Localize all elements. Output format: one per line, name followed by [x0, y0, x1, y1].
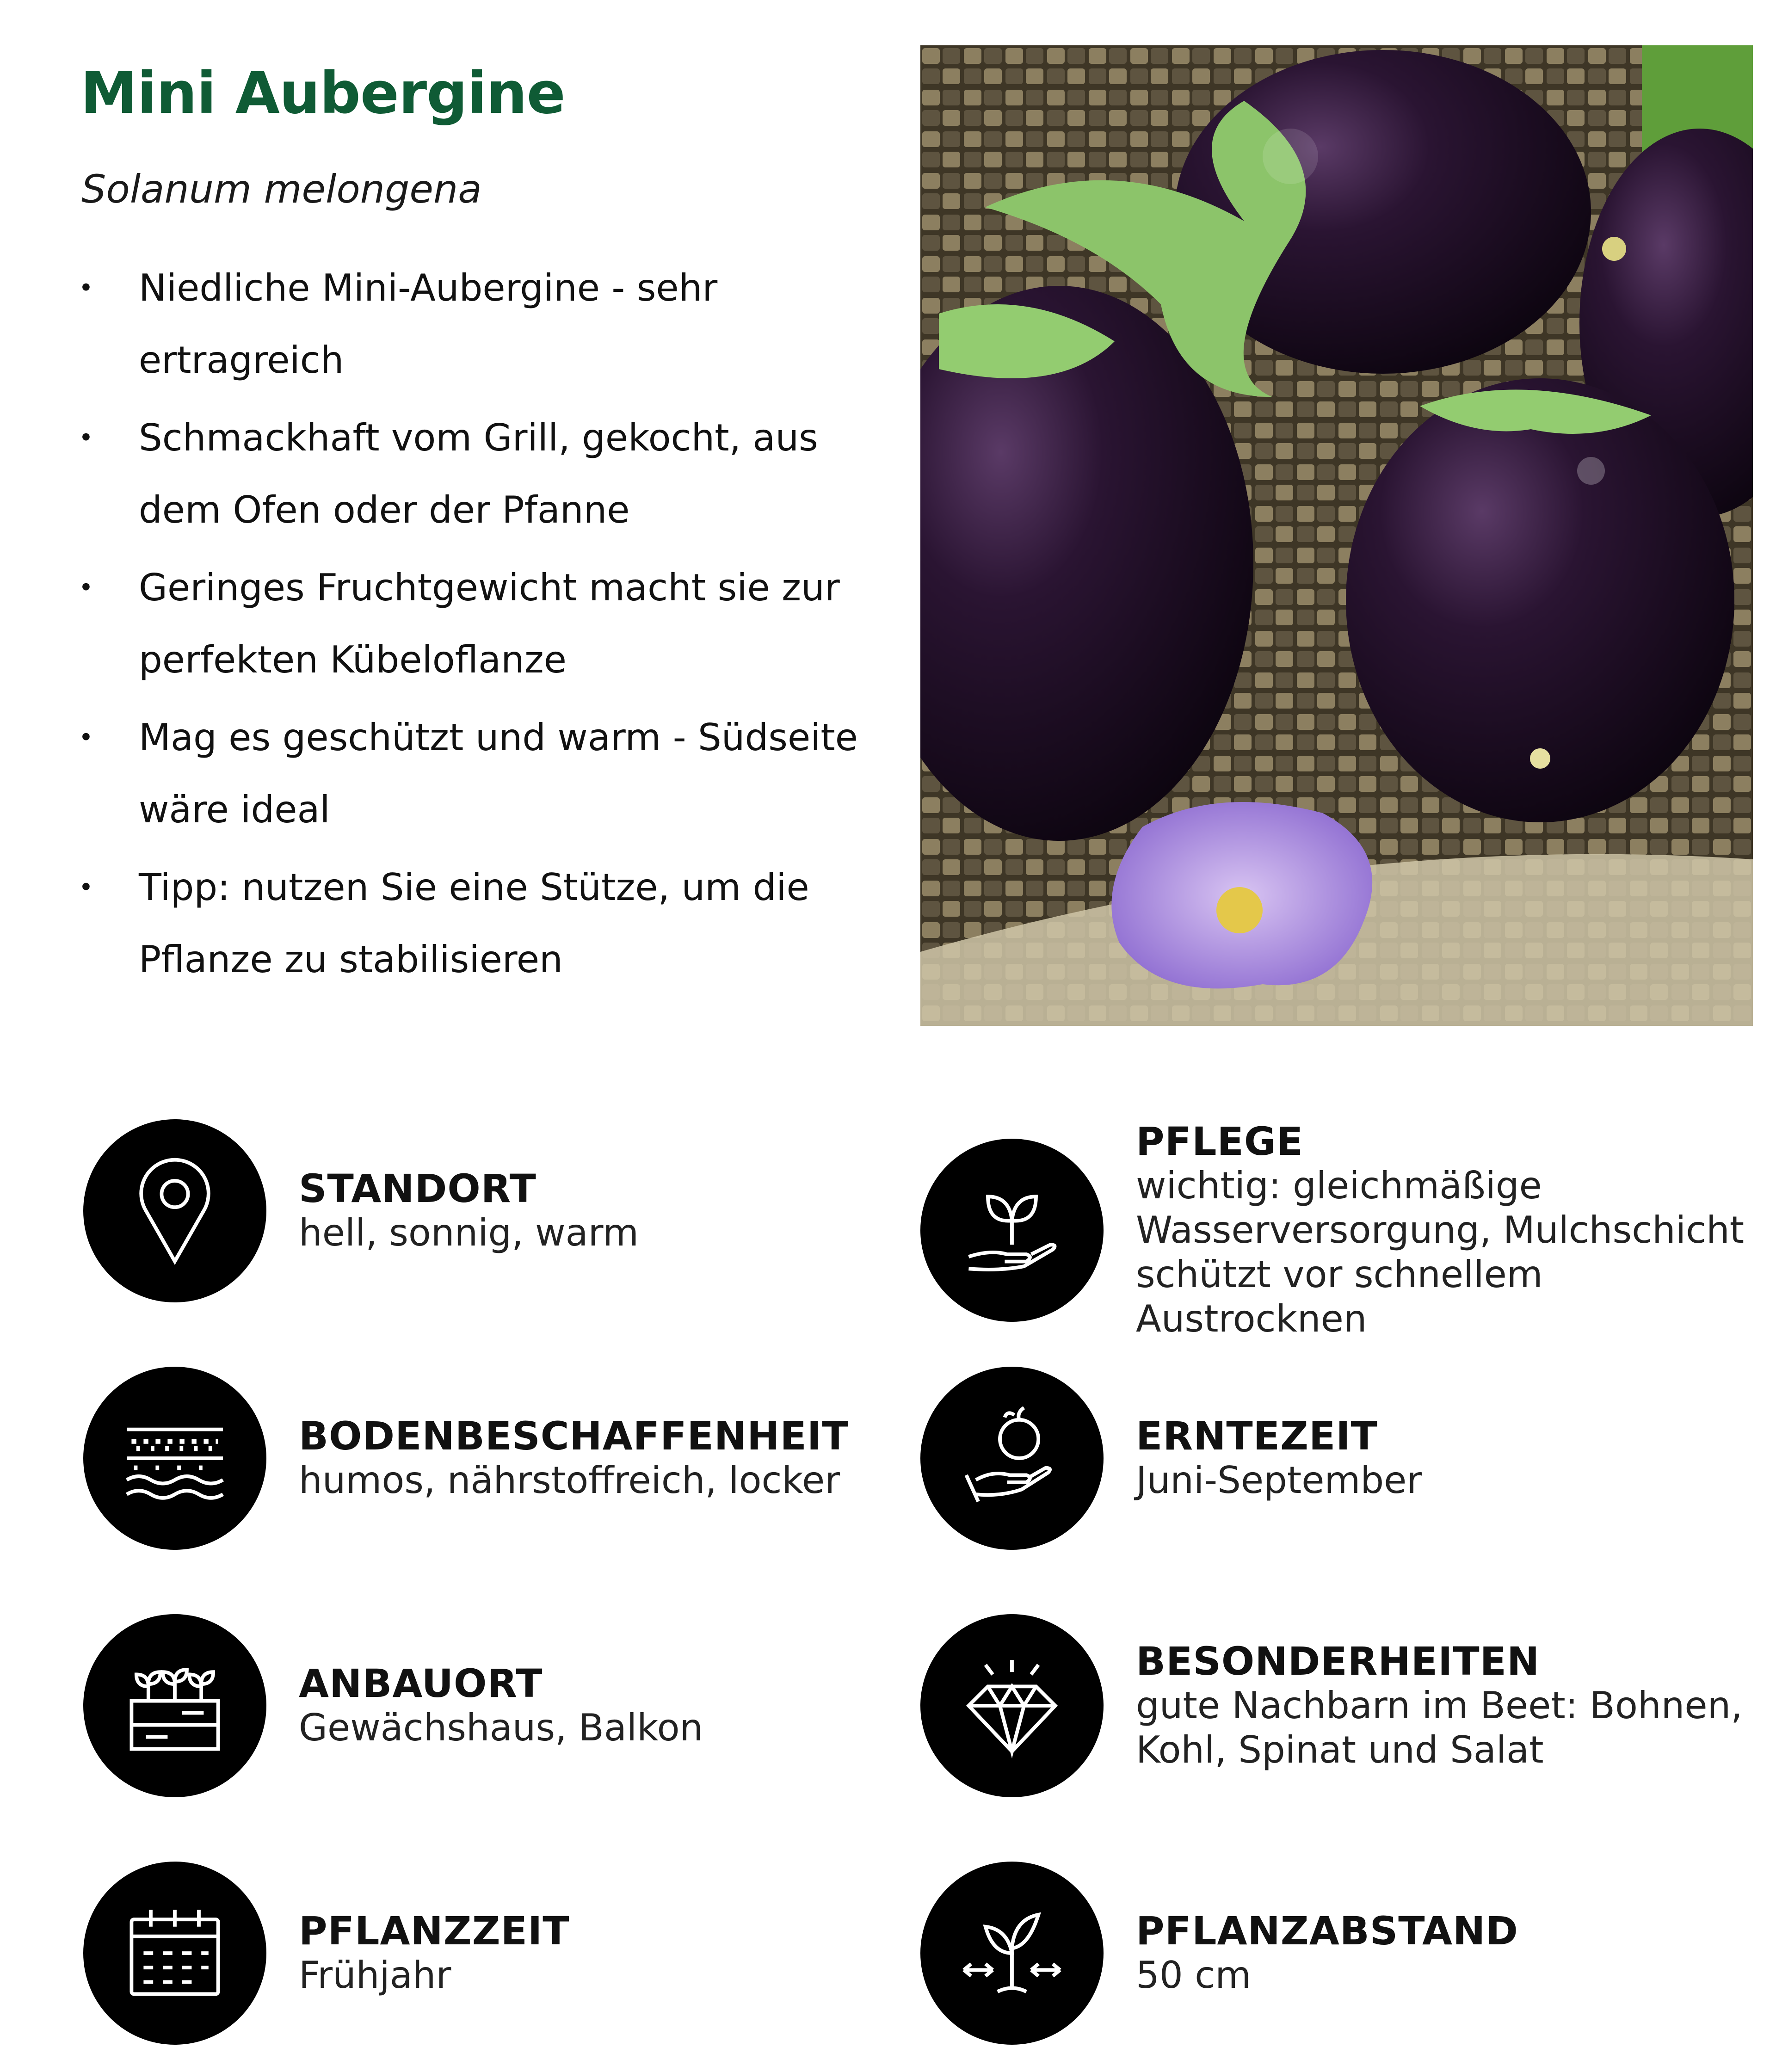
- info-besonderheiten: [920, 1614, 1743, 1797]
- calendar-icon: [83, 1862, 266, 2045]
- info-value: Gewächshaus, Balkon: [299, 1706, 703, 1749]
- info-value: 50 cm: [1136, 1954, 1252, 1997]
- info-heading: ERNTEZEIT: [1136, 1413, 1378, 1459]
- fruit-hand-icon: [920, 1367, 1104, 1550]
- info-heading: ANBAUORT: [299, 1661, 543, 1706]
- info-value: Frühjahr: [299, 1954, 451, 1997]
- info-standort: [83, 1119, 639, 1302]
- seedling-hand-icon: [920, 1139, 1104, 1322]
- location-pin-icon: [83, 1119, 266, 1302]
- plant-spacing-icon: [920, 1862, 1104, 2045]
- info-value: Juni-September: [1136, 1459, 1422, 1502]
- info-value: humos, nährstoffreich, locker: [299, 1459, 840, 1502]
- feature-item: • Niedliche Mini-Aubergine - sehr ertragreich: [79, 252, 911, 396]
- latin-name: Solanum melongena: [81, 166, 482, 212]
- info-value: hell, sonnig, warm: [299, 1211, 639, 1254]
- info-heading: PFLANZABSTAND: [1136, 1908, 1519, 1954]
- planter-box-icon: [83, 1614, 266, 1797]
- info-boden: [83, 1367, 849, 1550]
- info-heading: PFLANZZEIT: [299, 1908, 570, 1954]
- info-pflege: [920, 1119, 1776, 1341]
- feature-item: • Tipp: nutzen Sie eine Stütze, um die Pflanze zu stabilisieren: [79, 851, 888, 996]
- eggplant-basket-illustration: [920, 45, 1753, 1026]
- diamond-icon: [920, 1614, 1104, 1797]
- info-value: gute Nachbarn im Beet: Bohnen, Kohl, Spinat und Salat: [1136, 1684, 1743, 1771]
- feature-item: • Schmackhaft vom Grill, gekocht, aus dem Ofen oder der Pfanne: [79, 402, 888, 546]
- info-heading: BODENBESCHAFFENHEIT: [299, 1413, 849, 1459]
- info-value: wichtig: gleichmäßige Wasserversorgung, Mulchschicht schützt vor schnellem Austrocknen: [1136, 1164, 1745, 1340]
- feature-item: • Geringes Fruchtgewicht macht sie zur perfekten Kübeloflanze: [79, 552, 888, 696]
- product-photo: [920, 45, 1753, 1026]
- info-heading: BESONDERHEITEN: [1136, 1639, 1540, 1684]
- product-title: Mini Aubergine: [80, 60, 565, 127]
- soil-layers-icon: [83, 1367, 266, 1550]
- info-pflanzzeit: [83, 1862, 570, 2045]
- feature-list: [79, 252, 911, 1001]
- info-ernte: [920, 1367, 1422, 1550]
- info-heading: PFLEGE: [1136, 1119, 1304, 1164]
- info-abstand: [920, 1862, 1518, 2045]
- feature-item: • Mag es geschützt und warm - Südseite wäre ideal: [79, 702, 888, 846]
- info-anbau: [83, 1614, 703, 1797]
- info-heading: STANDORT: [299, 1166, 536, 1211]
